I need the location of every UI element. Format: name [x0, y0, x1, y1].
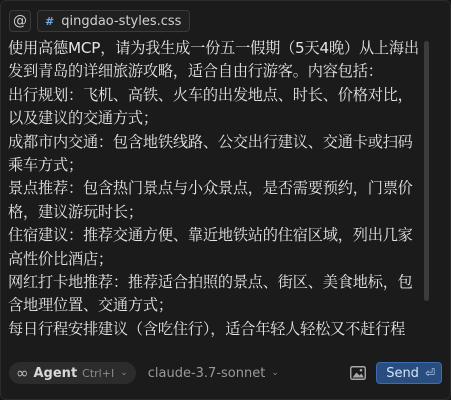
agent-mode-selector[interactable]	[9, 362, 136, 384]
prompt-line: 成都市内交通：包含地铁线路、公交出行建议、交通卡或扫码乘车方式；	[8, 132, 413, 175]
infinity-icon: ∞	[16, 364, 29, 382]
chevron-down-icon: ⌄	[120, 368, 128, 378]
input-toolbar	[9, 361, 442, 385]
css-file-icon: #	[45, 14, 55, 28]
prompt-line: 出行规划：飞机、高铁、火车的出发地点、时长、价格对比，以及建议的交通方式；	[8, 85, 413, 128]
send-label: Send	[386, 365, 419, 381]
prompt-line: 住宿建议：推荐交通方便、靠近地铁站的住宿区域，列出几家高性价比酒店；	[8, 226, 413, 268]
model-name: claude-3.7-sonnet	[147, 365, 266, 381]
prompt-line: 网红打卡地推荐：推荐适合拍照的景点、街区、美食地标，包含地理位置、交通方式；	[8, 273, 413, 315]
at-icon: @	[13, 13, 27, 29]
agent-label: Agent	[33, 365, 78, 381]
model-selector[interactable]	[148, 366, 279, 381]
textarea-scrollbar[interactable]	[424, 41, 429, 301]
context-file-chip[interactable]	[37, 10, 190, 32]
add-context-button[interactable]	[9, 10, 31, 32]
image-upload-icon[interactable]	[350, 366, 366, 380]
agent-shortcut: Ctrl+I	[82, 366, 115, 380]
context-bar	[9, 10, 190, 32]
prompt-line: 景点推荐：包含热门景点与小众景点，是否需要预约，门票价格，建议游玩时长；	[8, 179, 413, 221]
prompt-line: 使用高德MCP，请为我生成一份五一假期（5天4晚）从上海出发到青岛的详细旅游攻略，适合自由行游客。内容包括：	[8, 39, 419, 81]
prompt-textarea[interactable]	[8, 37, 422, 337]
context-file-name: qingdao-styles.css	[61, 13, 182, 29]
chevron-down-icon: ⌄	[271, 368, 279, 378]
enter-key-icon: ⏎	[424, 366, 435, 380]
send-button[interactable]	[376, 362, 442, 384]
prompt-line: 每日行程安排建议（含吃住行），适合年轻人轻松又不赶行程	[8, 319, 406, 337]
